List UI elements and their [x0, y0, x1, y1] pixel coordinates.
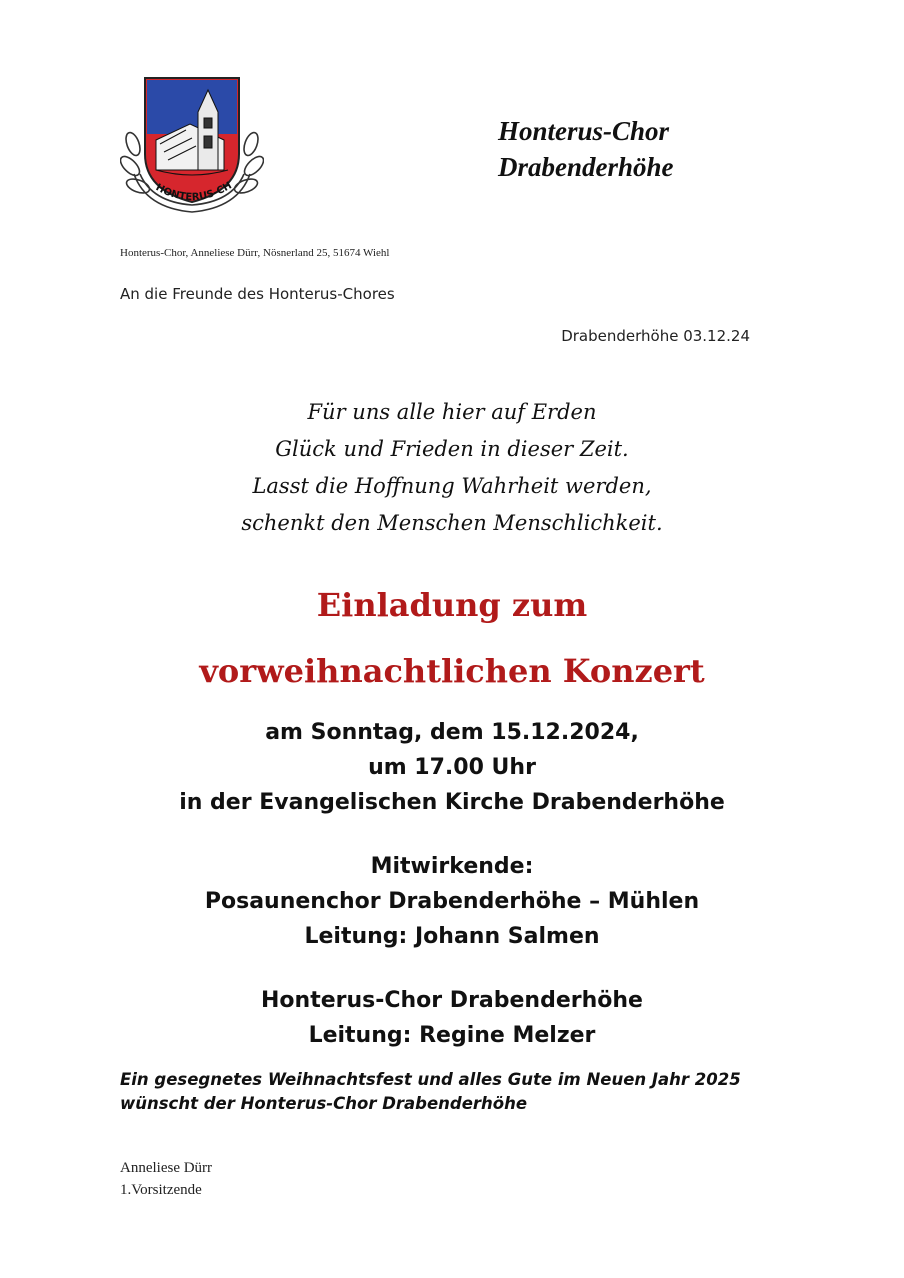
poem-line: Lasst die Hoffnung Wahrheit werden,	[252, 474, 652, 498]
holiday-greeting	[120, 1068, 741, 1116]
poem-line: Glück und Frieden in dieser Zeit.	[275, 437, 629, 461]
organization-name	[498, 113, 674, 185]
participant-group-2: Honterus-Chor Drabenderhöhe	[261, 988, 643, 1013]
poem-line: schenkt den Menschen Menschlichkeit.	[241, 511, 663, 535]
choir-logo	[120, 74, 264, 216]
signature-name: Anneliese Dürr	[120, 1160, 213, 1176]
logo-ring-text: HONTERUS-CH	[153, 180, 234, 204]
participant-group-2-lead: Leitung: Regine Melzer	[308, 1023, 596, 1048]
signature-block	[120, 1157, 212, 1201]
event-time: um 17.00 Uhr	[368, 755, 536, 780]
invitation-title	[0, 572, 904, 704]
poem-verse	[0, 394, 904, 542]
invitation-line-2: vorweihnachtlichen Konzert	[199, 652, 705, 690]
event-place: in der Evangelischen Kirche Drabenderhöhe	[179, 790, 725, 815]
participants-heading: Mitwirkende:	[370, 854, 534, 879]
recipient-line: An die Freunde des Honterus-Chores	[120, 285, 395, 303]
date-line: Drabenderhöhe 03.12.24	[561, 327, 750, 345]
greeting-line-1: Ein gesegnetes Weihnachtsfest und alles Gute im Neuen Jahr 2025	[120, 1070, 741, 1089]
signature-role: 1.Vorsitzende	[120, 1182, 202, 1198]
sender-address: Honterus-Chor, Anneliese Dürr, Nösnerland 25, 51674 Wiehl	[120, 247, 390, 259]
org-line-1: Honterus-Chor	[498, 116, 670, 146]
greeting-line-2: wünscht der Honterus-Chor Drabenderhöhe	[120, 1094, 528, 1113]
event-details	[0, 715, 904, 1053]
org-line-2: Drabenderhöhe	[498, 152, 674, 182]
poem-line: Für uns alle hier auf Erden	[307, 400, 597, 424]
event-date: am Sonntag, dem 15.12.2024,	[265, 720, 639, 745]
participant-group-1: Posaunenchor Drabenderhöhe – Mühlen	[204, 889, 700, 914]
invitation-line-1: Einladung zum	[316, 586, 588, 624]
participant-group-1-lead: Leitung: Johann Salmen	[304, 924, 600, 949]
